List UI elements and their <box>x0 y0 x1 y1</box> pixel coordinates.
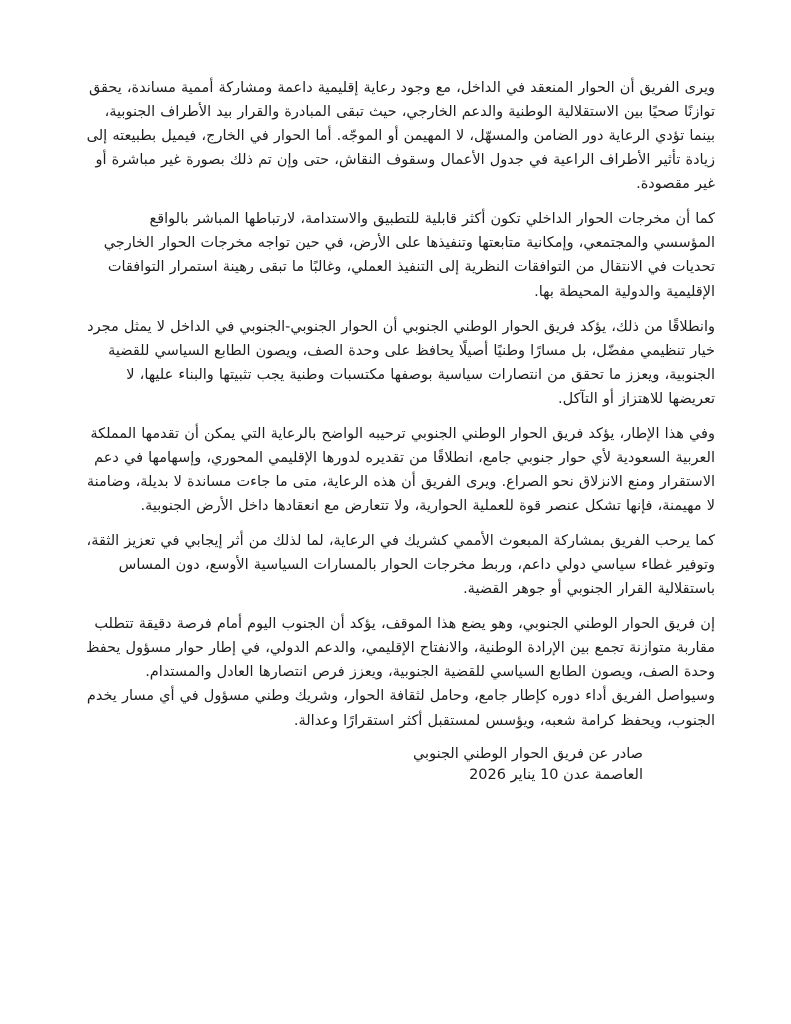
signature-block <box>85 744 715 788</box>
signature-issuer: صادر عن فريق الحوار الوطني الجنوبي <box>412 745 643 762</box>
paragraph-outcomes-applicability: كما أن مخرجات الحوار الداخلي تكون أكثر قابلية للتطبيق والاستدامة، لارتباطها المباشر بالواقع المؤسسي والمجتمعي، وإمكانية متابعتها وتنفيذها على الأرض، في حين تواجه مخرجات الحوار الخارجي تحديات في الانتقال من التوافقات النظرية إلى التنفيذ العملي، وغالبًا ما تبقى رهينة استمرار التوافقات الإقليمية والدولية المحيطة بها. <box>103 211 715 300</box>
paragraph-saudi-sponsorship: وفي هذا الإطار، يؤكد فريق الحوار الوطني الجنوبي ترحيبه الواضح بالرعاية التي يمكن أن تقدمها المملكة العربية السعودية لأي حوار جنوبي جامع، انطلاقًا من تقديره لدورها الإقليمي المحوري، وإسهامها في دعم الاستقرار ومنع الانزلاق نحو الصراع. ويرى الفريق أن هذه الرعاية، متى ما جاءت مساندة لا بديلة، وضامنة لا مهيمنة، فإنها تشكل عنصر قوة للعملية الحوارية، ولا تتعارض مع انعقادها داخل الأرض الجنوبية. <box>86 425 715 514</box>
paragraph-south-south-path: وانطلاقًا من ذلك، يؤكد فريق الحوار الوطني الجنوبي أن الحوار الجنوبي-الجنوبي في الداخل لا يمثل مجرد خيار تنظيمي مفضّل، بل مسارًا وطنيًا أصيلًا يحافظ على وحدة الصف، ويصون الطابع السياسي للقضية الجنوبية، ويعزز ما تحقق من انتصارات سياسية بوصفها مكتسبات وطنية يجب تثبيتها والبناء عليها، لا تعريضها للاهتزاز أو التآكل. <box>87 318 715 407</box>
statement-body <box>85 76 715 733</box>
paragraph-closing-position: إن فريق الحوار الوطني الجنوبي، وهو يضع هذا الموقف، يؤكد أن الجنوب اليوم أمام فرصة دقيقة تتطلب مقاربة متوازنة تجمع بين الإرادة الوطنية، والانفتاح الإقليمي، والدعم الدولي، في إطار حوار مسؤول يحفظ وحدة الصف، ويصون الطابع السياسي للقضية الجنوبية، ويعزز فرص انتصارها العادل والمستدام. وسيواصل الفريق أداء دوره كإطار جامع، وحامل لثقافة الحوار، وشريك وطني مسؤول في أي مسار يخدم الجنوب، ويحفظ كرامة شعبه، ويؤسس لمستقبل أكثر استقرارًا وعدالة. <box>85 616 715 729</box>
paragraph-un-envoy-participation: كما يرحب الفريق بمشاركة المبعوث الأممي كشريك في الرعاية، لما لذلك من أثر إيجابي في تعزيز الثقة، وتوفير غطاء سياسي دولي داعم، وربط مخرجات الحوار بالمسارات السياسية الأوسع، دون المساس باستقلالية القرار الجنوبي أو جوهر القضية. <box>86 533 715 598</box>
signature-place-date: العاصمة عدن 10 يناير 2026 <box>469 767 643 784</box>
paragraph-internal-dialogue-balance: ويرى الفريق أن الحوار المنعقد في الداخل، مع وجود رعاية إقليمية داعمة ومشاركة أممية مساندة، يحقق توازنًا صحيًا بين الاستقلالية الوطنية والدعم الخارجي، حيث تبقى المبادرة والقرار بيد الأطراف الجنوبية، بينما تؤدي الرعاية دور الضامن والمسهّل، لا المهيمن أو الموجّه. أما الحوار في الخارج، فيميل بطبيعته إلى زيادة تأثير الأطراف الراعية في جدول الأعمال وسقوف النقاش، حتى وإن تم ذلك بصورة غير مباشرة أو غير مقصودة. <box>86 80 715 193</box>
